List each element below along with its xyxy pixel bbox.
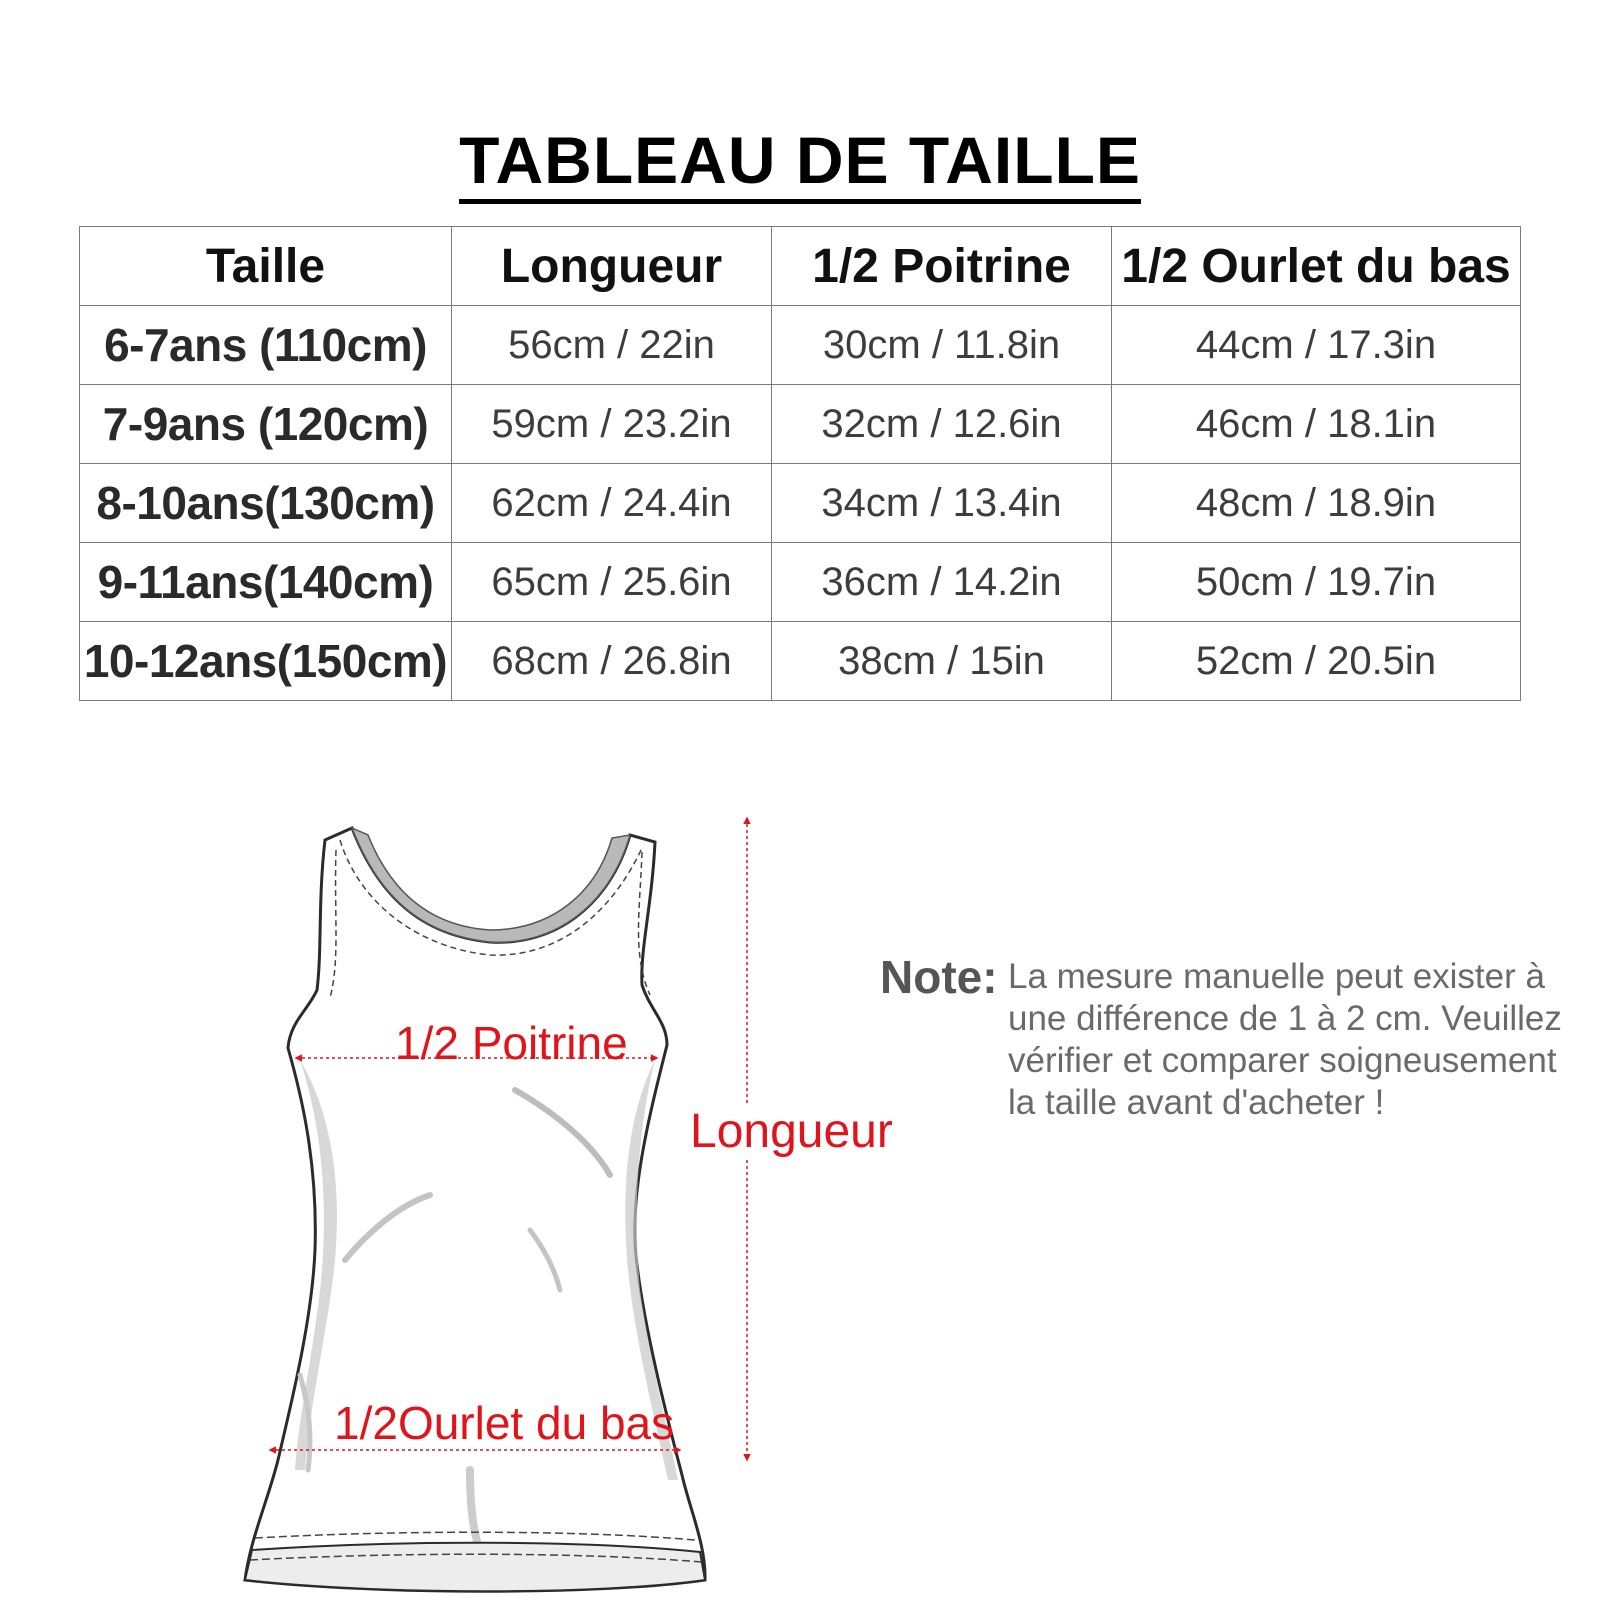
half-hem-cell: 48cm / 18.9in	[1112, 464, 1521, 543]
chest-label: 1/2 Poitrine	[395, 1017, 628, 1069]
tank-top-icon	[245, 828, 705, 1591]
half-hem-cell: 46cm / 18.1in	[1112, 385, 1521, 464]
size-cell: 9-11ans(140cm)	[80, 543, 452, 622]
size-cell: 8-10ans(130cm)	[80, 464, 452, 543]
length-label: Longueur	[686, 1104, 897, 1159]
half-chest-cell: 34cm / 13.4in	[772, 464, 1112, 543]
length-cell: 56cm / 22in	[452, 306, 772, 385]
header-half-chest: 1/2 Poitrine	[772, 227, 1112, 306]
header-half-hem: 1/2 Ourlet du bas	[1112, 227, 1521, 306]
length-cell: 68cm / 26.8in	[452, 622, 772, 701]
half-chest-cell: 38cm / 15in	[772, 622, 1112, 701]
half-chest-cell: 36cm / 14.2in	[772, 543, 1112, 622]
half-hem-cell: 44cm / 17.3in	[1112, 306, 1521, 385]
hem-label: 1/2Ourlet du bas	[334, 1397, 675, 1449]
length-cell: 65cm / 25.6in	[452, 543, 772, 622]
length-cell: 59cm / 23.2in	[452, 385, 772, 464]
header-length: Longueur	[452, 227, 772, 306]
size-cell: 10-12ans(150cm)	[80, 622, 452, 701]
page-title-text: TABLEAU DE TAILLE	[459, 123, 1141, 204]
half-hem-cell: 50cm / 19.7in	[1112, 543, 1521, 622]
size-cell: 7-9ans (120cm)	[80, 385, 452, 464]
header-size: Taille	[80, 227, 452, 306]
half-hem-cell: 52cm / 20.5in	[1112, 622, 1521, 701]
length-cell: 62cm / 24.4in	[452, 464, 772, 543]
note-title: Note:	[880, 951, 998, 1003]
note-text: La mesure manuelle peut exister à une différence de 1 à 2 cm. Veuillez vérifier et comparer soigneusement la taille avant d'acheter !	[1008, 957, 1562, 1122]
size-cell: 6-7ans (110cm)	[80, 306, 452, 385]
half-chest-cell: 30cm / 11.8in	[772, 306, 1112, 385]
half-chest-cell: 32cm / 12.6in	[772, 385, 1112, 464]
